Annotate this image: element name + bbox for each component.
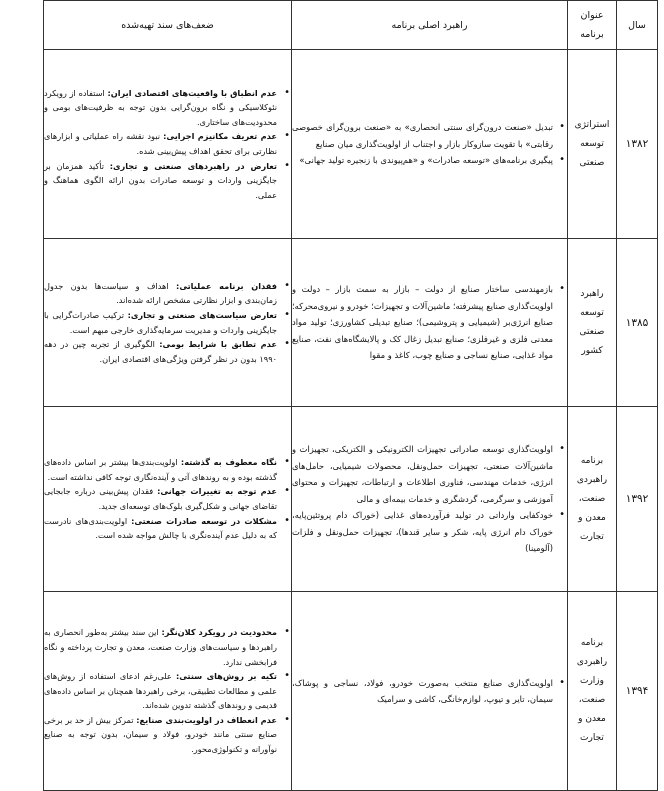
- row-weaknesses: [44, 407, 292, 592]
- weakness-title: عدم توجه به تغییرات جهانی:: [157, 486, 277, 497]
- weakness-text: تمرکز بیش از حد بر برخی صنایع سنتی مانند خودرو، فولاد و سیمان، بدون توجه به صنایع نوآورانه و تکنولوژی‌محور.: [44, 714, 277, 755]
- header-main-strategy: راهبرد اصلی برنامه: [292, 1, 568, 50]
- weakness-text: اهداف و سیاست‌ها بدون جدول زمان‌بندی و ابزار نظارتی مشخص ارائه شده‌اند.: [44, 280, 277, 306]
- weakness-title: عدم تطابق با شرایط بومی:: [159, 339, 277, 350]
- header-year: سال: [617, 1, 658, 50]
- table-header-row: [44, 1, 658, 50]
- weakness-title: عدم تعریف مکانیزم اجرایی:: [163, 131, 277, 142]
- strategy-item: • بازمهندسی ساختار صنایع از دولت – بازار به سمت بازار – دولت و اولویت‌گذاری صنایع پیشرفته؛ ماشین‌آلات و تجهیزات؛ خودرو و نیروی‌محرکه؛ صنایع انرژی‌بر (شیمیایی و پتروشیمی)؛ صنایع تبدیلی کشاورزی؛ تولید مواد معدنی فلزی و غیرفلزی؛ صنایع تبدیل زغال کک و پالایشگاه‌های نفت، صنایع مواد غذایی، صنایع نساجی و صنایع چوب، کاغذ و مقوا: [292, 281, 553, 364]
- weakness-text: علی‌رغم ادعای استفاده از روش‌های علمی و مطالعات تطبیقی، برخی راهبردها همچنان بر اساس داده‌های قدیمی و روندهای گذشته تدوین شده‌اند.: [44, 671, 277, 711]
- industrial-strategy-table: [43, 0, 658, 791]
- weakness-text: اولویت‌بندی‌های نادرست که به دلیل عدم آینده‌نگری با چالش مواجه شده است.: [44, 515, 277, 541]
- weakness-item: [44, 86, 277, 130]
- row-program-title: برنامه راهبردی صنعت، معدن و تجارت: [568, 407, 617, 592]
- row-year: ۱۳۸۲: [617, 50, 658, 239]
- weakness-text: ترکیب صادرات‌گرایی با جایگزینی واردات و مدیریت سرمایه‌گذاری خارجی مبهم است.: [44, 309, 277, 335]
- weakness-item: [44, 337, 277, 366]
- strategy-item: • اولویت‌گذاری صنایع منتخب به‌صورت خودرو، فولاد، نساجی و پوشاک، سیمان، تایر و تیوپ، لوازم‌خانگی، کاشی و سرامیک: [292, 675, 553, 708]
- header-program-title: عنوان برنامه: [568, 1, 617, 50]
- weakness-item: [44, 279, 277, 308]
- row-weaknesses: [44, 239, 292, 407]
- row-year: ۱۳۹۲: [617, 407, 658, 592]
- row-year: ۱۳۹۴: [617, 592, 658, 791]
- row-program-title: راهبرد توسعه صنعتی کشور: [568, 239, 617, 407]
- weakness-title: فقدان برنامه عملیاتی:: [176, 280, 277, 291]
- weakness-title: تعارض سیاست‌های صنعتی و تجاری:: [127, 309, 277, 320]
- weakness-item: [44, 713, 277, 757]
- row-weaknesses: [44, 50, 292, 239]
- table-row: [44, 407, 658, 592]
- row-year: ۱۳۸۵: [617, 239, 658, 407]
- weakness-title: محدودیت در رویکرد کلان‌نگر:: [161, 627, 277, 638]
- strategy-item: • تبدیل «صنعت درون‌گرای سنتی انحصاری» به «صنعت برون‌گرای خصوصی رقابتی» با تقویت سازوکار بازار و اجتناب از اولویت‌گذاری میان صنایع: [292, 119, 553, 152]
- row-program-title: برنامه راهبردی وزارت صنعت، معدن و تجارت: [568, 592, 617, 791]
- weakness-item: [44, 129, 277, 158]
- row-strategy: [292, 407, 568, 592]
- weakness-item: [44, 669, 277, 713]
- weakness-text: این سند بیشتر به‌طور انحصاری به راهبردها و سیاست‌های وزارت صنعت، معدن و تجارت پرداخته و نگاه فرابخشی ندارد.: [44, 627, 277, 667]
- table-row: [44, 50, 658, 239]
- strategy-item: • پیگیری برنامه‌های «توسعه صادرات» و «هم‌پیوندی با زنجیره تولید جهانی»: [292, 152, 553, 169]
- row-weaknesses: [44, 592, 292, 791]
- row-strategy: [292, 50, 568, 239]
- weakness-text: تأکید همزمان بر جایگزینی واردات و توسعه صادرات بدون ارائه الگوی هماهنگ و عملی.: [44, 160, 277, 200]
- weakness-title: تعارض در راهبردهای صنعتی و تجاری:: [109, 160, 277, 171]
- weakness-title: مشکلات در توسعه صادرات صنعتی:: [131, 515, 277, 526]
- row-strategy: [292, 239, 568, 407]
- weakness-text: الگوگیری از تجربه چین در دهه ۱۹۹۰ بدون در نظر گرفتن ویژگی‌های اقتصادی ایران.: [44, 339, 277, 364]
- weakness-title: تکیه بر روش‌های سنتی:: [175, 671, 277, 682]
- weakness-item: [44, 514, 277, 543]
- weakness-text: اولویت‌بندی‌ها بیشتر بر اساس داده‌های گذشته بوده و به روندهای آتی و آینده‌نگاری توجه کافی نداشته است.: [44, 457, 277, 482]
- weakness-item: [44, 159, 277, 203]
- weakness-text: استفاده از رویکرد نئوکلاسیکی و نگاه برون‌گرایی بدون توجه به ظرفیت‌های بومی و محدودیت‌های ساختاری.: [44, 87, 277, 127]
- strategy-item: • اولویت‌گذاری توسعه صادراتی تجهیزات الکترونیکی و الکتریکی، تجهیزات و ماشین‌آلات صنعتی، تجهیزات حمل‌ونقل، محصولات شیمیایی، حامل‌های انرژی، خدمات مهندسی، فناوری اطلاعات و ارتباطات، تجهیزات و محتوای آموزشی و سرگرمی، گردشگری و خدمات بیمه‌ای و مالی: [292, 441, 553, 507]
- row-strategy: [292, 592, 568, 791]
- header-weaknesses: ضعف‌های سند تهیه‌شده: [44, 1, 292, 50]
- table-row: [44, 592, 658, 791]
- weakness-item: [44, 484, 277, 513]
- table-row: [44, 239, 658, 407]
- weakness-title: نگاه معطوف به گذشته:: [180, 457, 277, 468]
- weakness-title: عدم انطباق با واقعیت‌های اقتصادی ایران:: [107, 87, 277, 98]
- weakness-title: عدم انعطاف در اولویت‌بندی صنایع:: [136, 714, 277, 725]
- row-program-title: استراتژی توسعه صنعتی: [568, 50, 617, 239]
- weakness-item: [44, 455, 277, 484]
- strategy-item: • خودکفایی وارداتی در تولید فرآورده‌های غذایی (خوراک دام پروتئین‌پایه، خوراک دام انرژی پایه، شکر و سایر قندها)، تجهیزات حمل‌ونقل و فلزات (آلومینا): [292, 507, 553, 557]
- weakness-item: [44, 625, 277, 669]
- weakness-item: [44, 308, 277, 337]
- weakness-text: نبود نقشه راه عملیاتی و ابزارهای نظارتی برای تحقق اهداف پیش‌بینی شده.: [44, 131, 277, 156]
- weakness-text: فقدان پیش‌بینی درباره جابجایی تقاضای جهانی و شکل‌گیری بلوک‌های توسعه‌ای جدید.: [44, 486, 277, 511]
